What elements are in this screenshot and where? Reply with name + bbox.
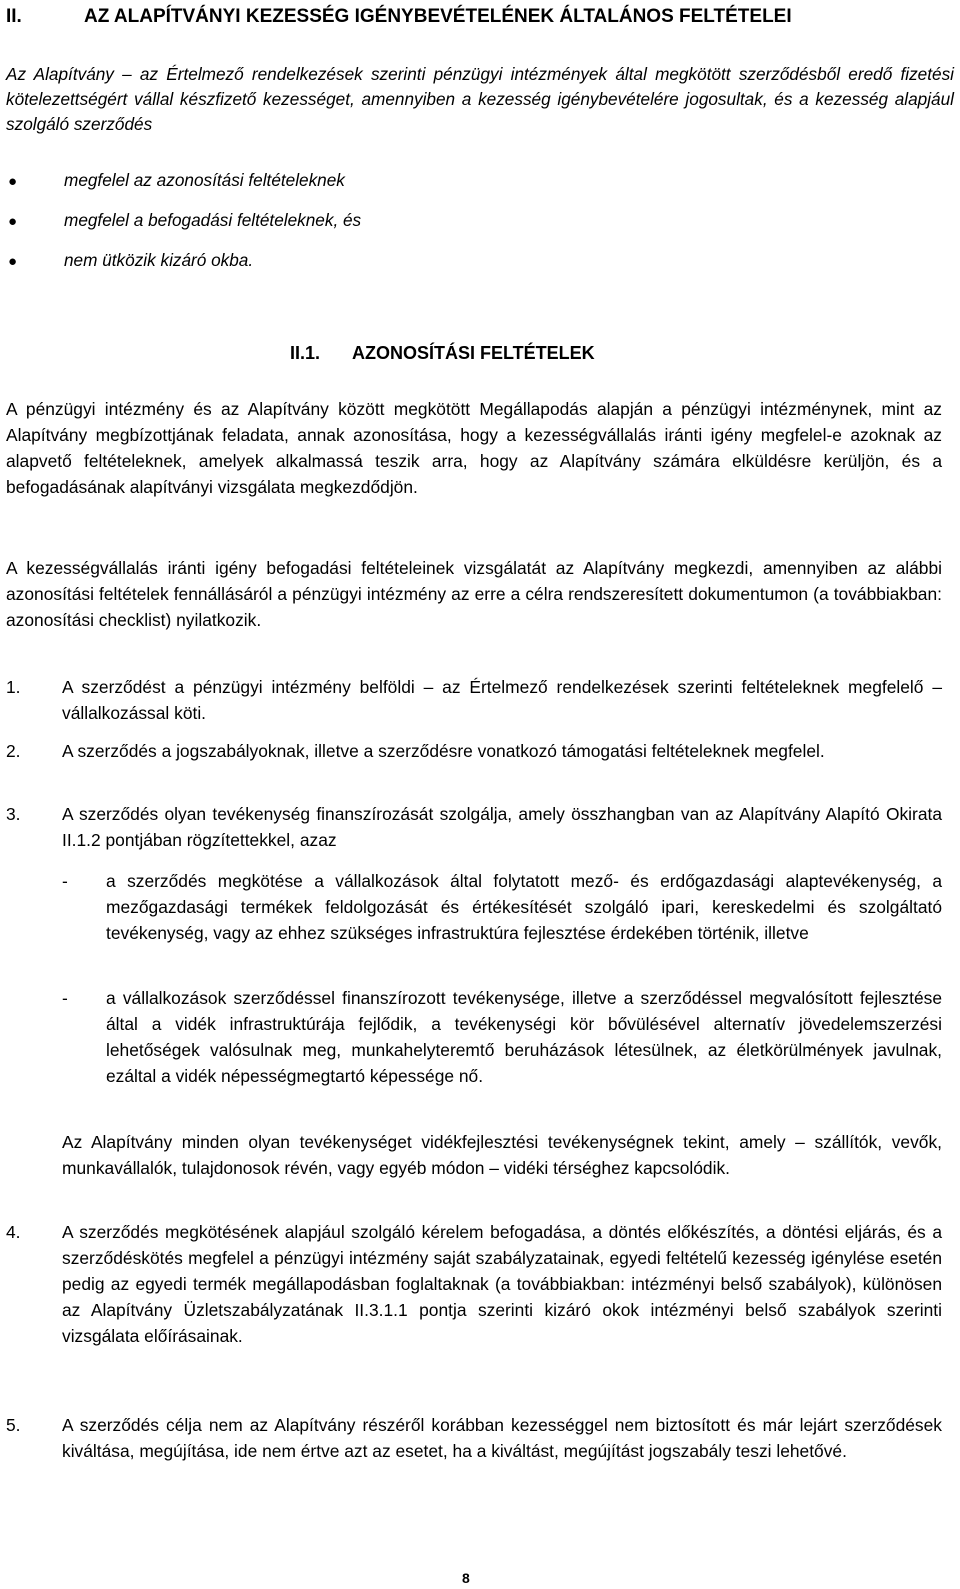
dash-list-item [62,868,942,946]
dash-marker: - [62,871,68,891]
chapter-heading [6,4,954,30]
numbered-item [6,1219,942,1349]
item-number: 4. [6,1222,21,1242]
item-number: 1. [6,677,21,697]
item-text: A szerződés célja nem az Alapítvány részéről korábban kezességgel nem biztosított és már lejárt szerződések kiváltása, megújítása, ide nem értve azt az esetet, ha a kiváltást, megújítást jogszabály teszi lehetővé. [62,1415,942,1461]
item-number: 3. [6,804,21,824]
chapter-number: II. [6,6,22,27]
note-paragraph: Az Alapítvány minden olyan tevékenységet vidékfejlesztési tevékenységnek tekint, amely – szállítók, vevők, munkavállalók, tulajdonosok révén, vagy egyéb módon – vidéki térséghez kapcsolódik. [62,1132,942,1178]
bullet-item: ● megfelel a befogadási feltételeknek, és [6,208,954,248]
numbered-item [6,738,942,764]
item-text: A szerződés a jogszabályoknak, illetve a szerződésre vonatkozó támogatási feltételeknek megfelel. [62,741,825,761]
dash-item-text: a szerződés megkötése a vállalkozások által folytatott mező- és erdőgazdasági alaptevékenység, a mezőgazdasági termékek feldolgozását és értékesítését szolgáló ipari, kereskedelmi és szolgáltató tevékenység, vagy az ehhez szükséges infrastruktúra fejlesztése érdekében történik, illetve [106,871,942,943]
section-number: II.1. [290,343,321,363]
item-number: 5. [6,1415,21,1435]
item-text: A szerződés megkötésének alapjául szolgáló kérelem befogadása, a döntés előkészítés, a döntési eljárás, és a szerződéskötés megfelel a pénzügyi intézmény saját szabályzatainak, egyedi feltételű kezesség igénylése esetén pedig az egyedi termék megállapodásban foglaltaknak (a továbbiakban: intézményi belső szabályok), különösen az Alapítvány Üzletszabályzatának II.3.1.1 pontja szerinti kizáró okok intézményi belső szabályok szerinti vizsgálata előírásainak. [62,1222,942,1346]
page-number: 8 [462,1570,470,1586]
body-paragraph: A kezességvállalás iránti igény befogadási feltételeinek vizsgálatát az Alapítvány megkezdi, amennyiben az alábbi azonosítási feltételek fennállásáról a pénzügyi intézmény az erre a célra rendszeresített dokumentumon (a továbbiakban: azonosítási checklist) nyilatkozik. [6,558,942,630]
section-title: AZONOSÍTÁSI FELTÉTELEK [352,343,595,363]
chapter-title: AZ ALAPÍTVÁNYI KEZESSÉG IGÉNYBEVÉTELÉNEK ÁLTALÁNOS FELTÉTELEI [84,6,792,27]
numbered-item [6,674,942,726]
body-paragraph: A pénzügyi intézmény és az Alapítvány között megkötött Megállapodás alapján a pénzügyi intézménynek, mint az Alapítvány megbízottjának feladata, annak azonosítása, hogy a kezességvállalás iránti igény megfelel-e azoknak az alapvető feltételeknek, amelyek alkalmassá teszik arra, hogy az Alapítvány számára elküldésre kerüljön, és a befogadásának alapítványi vizsgálata megkezdődjön. [6,399,942,497]
dash-list-item [62,985,942,1089]
item-text: A szerződés olyan tevékenység finanszírozását szolgálja, amely összhangban van az Alapítvány Alapító Okirata II.1.2 pontjában rögzítettekkel, azaz [62,804,942,850]
intro-paragraph: Az Alapítvány – az Értelmező rendelkezések szerinti pénzügyi intézmények által megkötött szerződésből eredő fizetési kötelezettségért vállal készfizető kezességet, amennyiben a kezesség igénybevételére jogosultak, és a kezesség alapjául szolgáló szerződés [6,64,954,134]
bullet-item: ● megfelel az azonosítási feltételeknek [6,168,954,208]
item-number: 2. [6,741,21,761]
condition-bullet-list [6,168,954,288]
item-text: A szerződést a pénzügyi intézmény belföldi – az Értelmező rendelkezések szerinti feltételeknek megfelelő – vállalkozással köti. [62,677,942,723]
dash-item-text: a vállalkozások szerződéssel finanszírozott tevékenysége, illetve a szerződéssel megvalósított fejlesztése által a vidék infrastruktúrája fejlődik, a tevékenységi kör bővülésével alternatív jövedelemszerzési lehetőségek valósulnak meg, munkahelyteremtő beruházások létesülnek, az életkörülmények javulnak, ezáltal a vidék népességmegtartó képessége nő. [106,988,942,1086]
bullet-icon: ● [8,213,18,230]
bullet-icon: ● [8,173,18,190]
section-heading [290,340,595,366]
numbered-item [6,801,942,853]
bullet-item: ● nem ütközik kizáró okba. [6,248,954,288]
bullet-icon: ● [8,253,18,270]
dash-marker: - [62,988,68,1008]
numbered-item [6,1412,942,1464]
